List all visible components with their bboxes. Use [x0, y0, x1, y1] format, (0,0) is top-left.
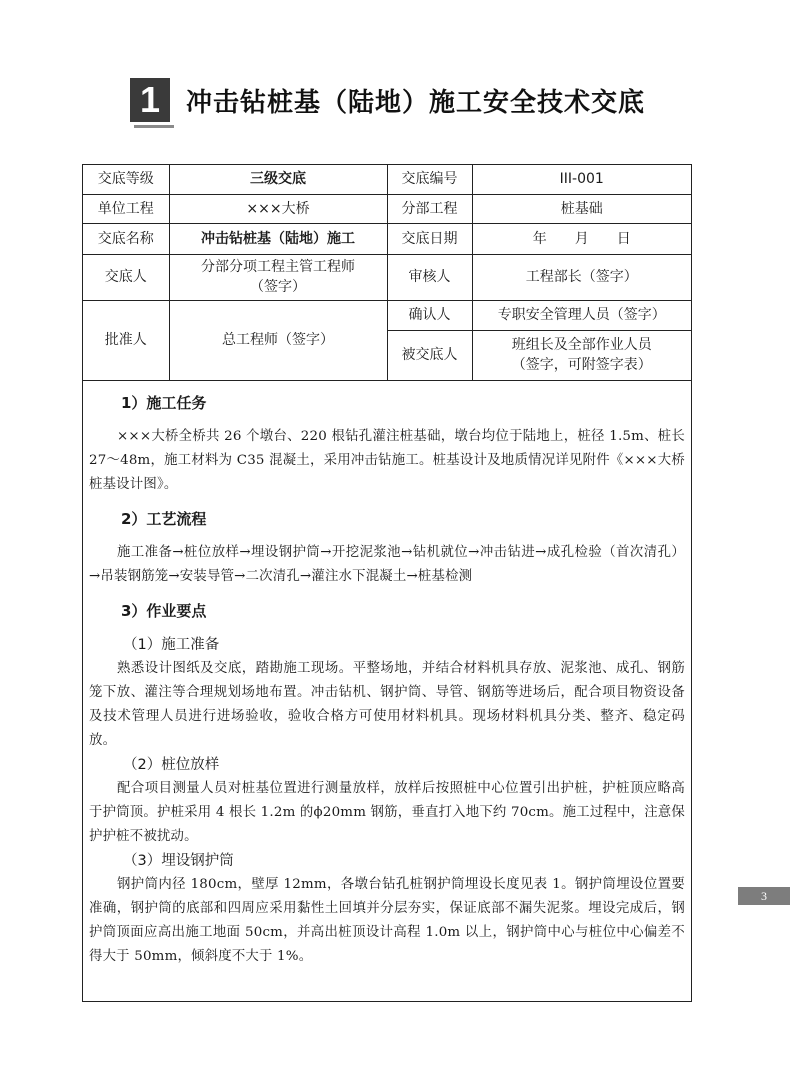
cell-label: 被交底人 — [387, 330, 472, 380]
cell-value: 三级交底 — [169, 165, 387, 194]
cell-value — [169, 254, 387, 300]
disclosure-sheet — [82, 164, 692, 1002]
subsection-heading: （2）桩位放样 — [123, 757, 220, 773]
cell-value: 桩基础 — [472, 194, 691, 223]
paragraph: 熟悉设计图纸及交底，踏勘施工现场。平整场地，并结合材料机具存放、泥浆池、成孔、钢筋笼下放、灌注等合理规划场地布置。冲击钻机、钢护筒、导管、钢筋等进场后，配合项目物资设备及技术管理人员进行进场验收，验收合格方可使用材料机具。现场材料机具分类、整齐、稳定码放。 — [89, 661, 685, 748]
section-header — [130, 78, 645, 122]
cell-value: ×××大桥 — [169, 194, 387, 223]
paragraph: 配合项目测量人员对桩基位置进行测量放样，放样后按照桩中心位置引出护桩，护桩顶应略高于护筒顶。护桩采用 4 根长 1.2m 的ϕ20mm 钢筋，垂直打入地下约 70cm。施工过程中，注意保护护桩不被扰动。 — [89, 781, 685, 844]
table-row — [83, 254, 691, 300]
cell-label: 分部工程 — [387, 194, 472, 223]
cell-value: 总工程师（签字） — [169, 300, 387, 380]
paragraph: ×××大桥全桥共 26 个墩台、220 根钻孔灌注桩基础，墩台均位于陆地上，桩径 1.5m、桩长 27～48m，施工材料为 C35 混凝土，采用冲击钻施工。桩基设计及地质情况详见附件《×××大桥桩基设计图》。 — [89, 429, 685, 492]
cell-label: 交底人 — [83, 254, 169, 300]
cell-label: 审核人 — [387, 254, 472, 300]
cell-value — [472, 330, 691, 380]
cell-value: III-001 — [472, 165, 691, 194]
table-row — [83, 223, 691, 254]
section-title: 冲击钻桩基（陆地）施工安全技术交底 — [186, 87, 646, 118]
cell-label: 交底编号 — [387, 165, 472, 194]
page-number: 3 — [738, 887, 790, 905]
paragraph: 钢护筒内径 180cm，壁厚 12mm，各墩台钻孔桩钢护筒埋设长度见表 1。钢护筒埋设位置要准确，钢护筒的底部和四周应采用黏性土回填并分层夯实，保证底部不漏失泥浆。埋设完成后，钢护筒顶面应高出施工地面 50cm，并高出桩顶设计高程 1.0m 以上，钢护筒中心与桩位中心偏差不得大于 50mm，倾斜度不大于 1%。 — [89, 877, 685, 964]
cell-value: 专职安全管理人员（签字） — [472, 300, 691, 330]
subsection-heading: （1）施工准备 — [123, 637, 220, 653]
cell-value: 年 月 日 — [472, 223, 691, 254]
cell-line: 班组长及全部作业人员 — [511, 337, 652, 353]
cell-label: 交底日期 — [387, 223, 472, 254]
cell-label: 交底等级 — [83, 165, 169, 194]
cell-label: 交底名称 — [83, 223, 169, 254]
table-row — [83, 194, 691, 223]
info-table — [83, 165, 691, 381]
section-heading: 2）工艺流程 — [121, 510, 207, 528]
cell-label: 批准人 — [83, 300, 169, 380]
cell-line: （签字，可附签字表） — [511, 357, 652, 373]
table-row — [83, 300, 691, 330]
disclosure-content — [83, 381, 691, 969]
cell-line: （签字） — [250, 279, 306, 295]
section-heading: 3）作业要点 — [121, 602, 207, 620]
cell-label: 单位工程 — [83, 194, 169, 223]
table-row — [83, 165, 691, 194]
section-heading: 1）施工任务 — [121, 394, 207, 412]
cell-value: 冲击钻桩基（陆地）施工 — [169, 223, 387, 254]
section-number: 1 — [130, 78, 170, 122]
cell-line: 分部分项工程主管工程师 — [201, 259, 355, 275]
cell-value: 工程部长（签字） — [472, 254, 691, 300]
subsection-heading: （3）埋设钢护筒 — [123, 853, 234, 869]
cell-label: 确认人 — [387, 300, 472, 330]
paragraph: 施工准备→桩位放样→埋设钢护筒→开挖泥浆池→钻机就位→冲击钻进→成孔检验（首次清孔）→吊装钢筋笼→安装导管→二次清孔→灌注水下混凝土→桩基检测 — [89, 545, 685, 584]
